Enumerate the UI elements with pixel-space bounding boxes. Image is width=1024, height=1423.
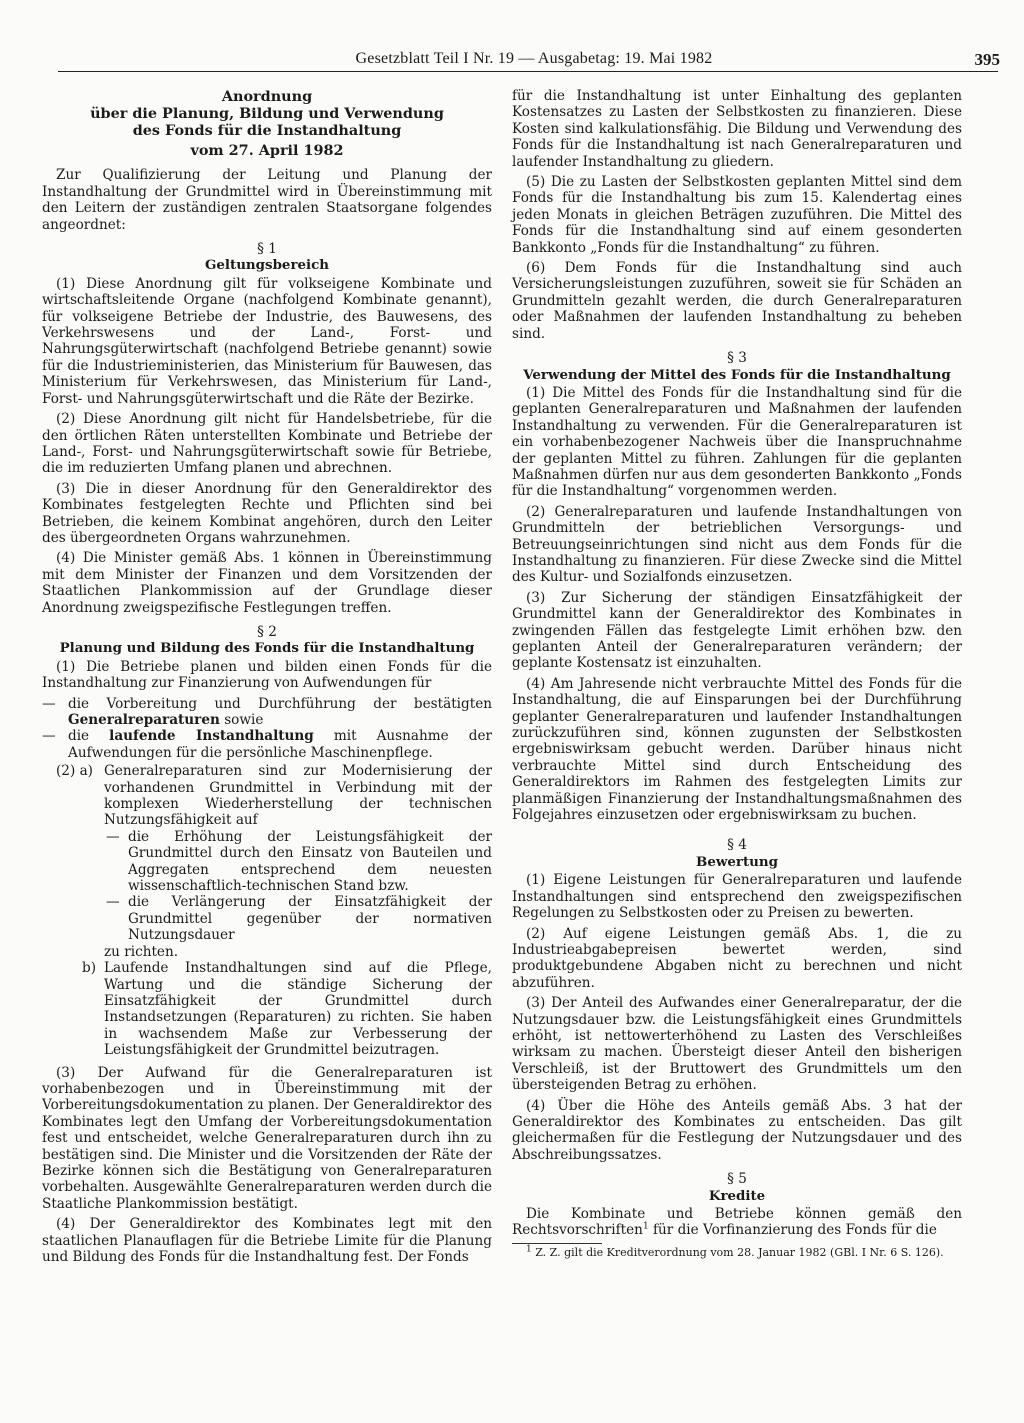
dash-marker: — — [106, 828, 120, 845]
dash-list-item — [42, 829, 492, 895]
section-title: Verwendung der Mittel des Fonds für die Instandhaltung — [523, 366, 951, 383]
document-date: vom 27. April 1982 — [190, 142, 344, 159]
lettered-item — [42, 763, 492, 829]
paragraph-continuation: für die Instandhaltung ist unter Einhaltung des geplanten Kostensatzes zu Lasten der Selbstkosten zu finanzieren. Diese Kosten sind kalkulationsfähig. Die Bildung und Verwendung des Fonds für die Instandhaltung ist nach Generalreparaturen und laufender Instandhaltung zu gliedern. — [512, 88, 962, 170]
paragraph: (3) Der Aufwand für die Generalreparaturen ist vorhabenbezogen und in Übereinstimmung mit der Vorbereitungsdokumentation zu planen. Der Generaldirektor des Kombinates legt den Umfang der Vorbereitungsdokumentation fest und entscheidet, welche Generalreparaturen durch ihn zu bestätigen sind. Die Minister und die Vorsitzenden der Räte der Bezirke können sich die Bestätigung von Generalreparaturen vorbehalten. Ausgewählte Generalreparaturen werden durch die Staatliche Plankommission bestätigt. — [42, 1064, 492, 1212]
paragraph: (3) Die in dieser Anordnung für den Generaldirektor des Kombinates festgelegten Rechte und Pflichten sind bei Betrieben, die keinem Kombinat angehören, durch den Leiter des übergeordneten Organs wahrzunehmen. — [42, 480, 492, 546]
paragraph-text: für die Vorfinanzierung des Fonds für die — [648, 1222, 937, 1239]
title-line: Anordnung — [221, 88, 313, 105]
dash-marker: — — [106, 894, 120, 911]
item-text: die Erhöhung der Leistungsfähigkeit der Grundmittel durch den Einsatz von Bauteilen und Aggregaten entsprechend dem neuesten wissenschaftlich-technischen Stand bzw. — [128, 828, 492, 895]
left-column — [42, 88, 492, 1269]
title-line: über die Planung, Bildung und Verwendung — [90, 105, 444, 122]
paragraph: (1) Die Mittel des Fonds für die Instandhaltung sind für die geplanten Generalreparaturen und Maßnahmen der laufenden Instandhaltung zu verwenden. Für die Generalreparaturen ist ein vorhabenbezogener Nachweis über die Inanspruchnahme der geplanten Mittel zu führen. Zahlungen für die geplanten Maßnahmen dürfen nur aus dem gesonderten Bankkonto „Fonds für die Instandhaltung“ vorgenommen werden. — [512, 384, 962, 500]
item-marker: (2) a) — [56, 763, 93, 780]
footnote-text: Z. Z. gilt die Kreditverordnung vom 28. Januar 1982 (GBl. I Nr. 6 S. 126). — [531, 1245, 944, 1259]
paragraph: (1) Eigene Leistungen für Generalreparaturen und laufende Instandhaltungen sind entsprechend den zweigspezifischen Regelungen zu Selbstkosten oder zu Preisen zu bewerten. — [512, 872, 962, 922]
section-number: § 1 — [257, 241, 277, 258]
title-line: des Fonds für die Instandhaltung — [132, 122, 402, 139]
item-emphasis: laufende Instandhaltung — [109, 728, 314, 745]
footnote — [512, 1246, 962, 1259]
paragraph: (2) Auf eigene Leistungen gemäß Abs. 1, die zu Industrieabgabepreisen bewertet werden, sind produktgebundene Abgaben nicht zu berechnen und nicht abzuführen. — [512, 925, 962, 991]
paragraph: (3) Der Anteil des Aufwandes einer Generalreparatur, der die Nutzungsdauer bzw. die Leistungsfähigkeit eines Grundmittels erhöht, ist nettowerterhöhend zu Lasten des Verschleißes wirksam zu machen. Übersteigt dieser Anteil den bisherigen Verschleiß, ist der Bruttowert des Grundmittels um den übersteigenden Betrag zu erhöhen. — [512, 995, 962, 1094]
section-title: Planung und Bildung des Fonds für die Instandhaltung — [59, 640, 475, 657]
item-text: die Verlängerung der Einsatzfähigkeit der Grundmittel gegenüber der normativen Nutzungsdauer — [128, 894, 492, 944]
header-rule — [58, 71, 998, 72]
paragraph: (1) Diese Anordnung gilt für volkseigene Kombinate und wirtschaftsleitende Organe (nachfolgend Kombinate genannt), für volkseigene Betriebe der Industrie, des Bauwesens, des Verkehrswesens und der Land-, Forst- und Nahrungsgüterwirtschaft (nachfolgend Betriebe genannt) sowie für die Industrieministerien, das Ministerium für Bauwesen, das Ministerium für Verkehrswesen, das Ministerium für Land-, Forst- und Nahrungsgüterwirtschaft und die Räte der Bezirke. — [42, 275, 492, 407]
dash-marker: — — [42, 728, 56, 745]
dash-list-item — [42, 728, 492, 761]
right-column — [512, 88, 962, 1263]
item-text: mit Ausnahme der Aufwendungen für die persönliche Maschinenpflege. — [68, 728, 492, 761]
footnote-mark: 1 — [526, 1244, 532, 1255]
item-continuation: zu richten. — [104, 943, 179, 960]
dash-marker: — — [42, 695, 56, 712]
section-title: Geltungsbereich — [204, 257, 330, 274]
item-text: Generalreparaturen sind zur Modernisierung der vorhandenen Grundmittel in Verbindung mit der komplexen Wiederherstellung der technischen Nutzungsfähigkeit auf — [104, 763, 492, 829]
lettered-item — [42, 960, 492, 1058]
paragraph-text: Die Kombinate und Betriebe können gemäß den Rechtsvorschriften — [512, 1206, 962, 1239]
paragraph: (2) Generalreparaturen und laufende Instandhaltungen von Grundmitteln der betrieblichen Versorgungs- und Betreuungseinrichtungen sind nicht aus dem Fonds für die Instandhaltung zu finanzieren. Für diese Zwecke sind die Mittel des Kultur- und Sozialfonds einzusetzen. — [512, 503, 962, 586]
paragraph: (4) Die Minister gemäß Abs. 1 können in Übereinstimmung mit dem Minister der Finanzen und dem Vorsitzenden der Staatlichen Plankommission auf der Grundlage dieser Anordnung zweigspezifische Festlegungen treffen. — [42, 550, 492, 616]
item-text: die — [68, 728, 110, 745]
section-number: § 5 — [727, 1171, 747, 1188]
item-emphasis: Generalreparaturen — [68, 712, 220, 728]
paragraph — [512, 1206, 962, 1239]
dash-list-item — [42, 894, 492, 943]
section-title: Kredite — [708, 1187, 766, 1204]
preamble: Zur Qualifizierung der Leitung und Planung der Instandhaltung der Grundmittel wird in Übereinstimmung mit den Leitern der zuständigen zentralen Staatsorgane folgendes angeordnet: — [42, 167, 492, 233]
paragraph: (1) Die Betriebe planen und bilden einen Fonds für die Instandhaltung zur Finanzierung von Aufwendungen für — [42, 658, 492, 692]
item-text: sowie — [219, 712, 264, 728]
paragraph: (5) Die zu Lasten der Selbstkosten geplanten Mittel sind dem Fonds für die Instandhaltung bis zum 15. Kalendertag eines jeden Monats in gleichen Beträgen zuzuführen. Die Mittel des Fonds für die Instandhaltung sind auf einem gesonderten Bankkonto „Fonds für die Instandhaltung“ zu führen. — [512, 174, 962, 256]
section-title: Bewertung — [696, 853, 778, 870]
section-number: § 4 — [727, 837, 747, 854]
item-marker: b) — [82, 960, 97, 977]
item-text: Laufende Instandhaltungen sind auf die Pflege, Wartung und die ständige Sicherung der Einsatzfähigkeit der Grundmittel durch Instandsetzungen (Reparaturen) zu richten. Sie haben in wachsendem Maße zur Verbesserung der Leistungsfähigkeit der Grundmittel beizutragen. — [104, 960, 492, 1059]
section-number: § 2 — [257, 623, 277, 640]
paragraph: (4) Der Generaldirektor des Kombinates legt mit den staatlichen Planauflagen für die Betriebe Limite für die Planung und Bildung des Fonds für die Instandhaltung fest. Der Fonds — [42, 1216, 492, 1265]
paragraph: (4) Am Jahresende nicht verbrauchte Mittel des Fonds für die Instandhaltung, die auf Einsparungen bei der Durchführung geplanter Generalreparaturen und laufender Instandhaltungen zurückzuführen sind, können zugunsten der Selbstkosten ergebniswirksam gebucht werden. Darüber hinaus nicht verbrauchte Mittel sind durch Entscheidung des Generaldirektors im Rahmen des festgelegten Limits zur planmäßigen Finanzierung der Instandhaltungsmaßnahmen des Folgejahres einzusetzen oder ergebniswirksam zu buchen. — [512, 675, 962, 824]
footnote-reference: 1 — [642, 1221, 649, 1232]
document-title — [42, 88, 492, 139]
dash-list-item — [42, 696, 492, 729]
paragraph: (4) Über die Höhe des Anteils gemäß Abs. 3 hat der Generaldirektor des Kombinates zu entscheiden. Das gilt gleichermaßen für die Festlegung der Nutzungsdauer und des Abschreibungssatzes. — [512, 1097, 962, 1163]
item-text: die Vorbereitung und Durchführung der bestätigten — [68, 695, 492, 712]
paragraph: (2) Diese Anordnung gilt nicht für Handelsbetriebe, für die den örtlichen Räten unterstellten Kombinate und Betriebe der Land-, Forst- und Nahrungsgüterwirtschaft sowie für Betriebe, die im reduzierten Umfang planen und abrechnen. — [42, 411, 492, 477]
paragraph: (3) Zur Sicherung der ständigen Einsatzfähigkeit der Grundmittel kann der Generaldirektor des Kombinates in zwingenden Fällen das festgelegte Limit erhöhen bzw. den geplanten Anteil der Generalreparaturen verändern; der geplante Kostensatz ist einzuhalten. — [512, 589, 962, 672]
page-number: 395 — [974, 50, 1000, 69]
section-number: § 3 — [727, 350, 747, 367]
running-title: Gesetzblatt Teil I Nr. 19 — Ausgabetag: 19. Mai 1982 — [355, 50, 713, 67]
paragraph: (6) Dem Fonds für die Instandhaltung sind auch Versicherungsleistungen zuzuführen, soweit sie für Schäden an Grundmitteln gezahlt werden, die durch Generalreparaturen oder Maßnahmen der laufenden Instandhaltung zu beheben sind. — [512, 260, 962, 342]
